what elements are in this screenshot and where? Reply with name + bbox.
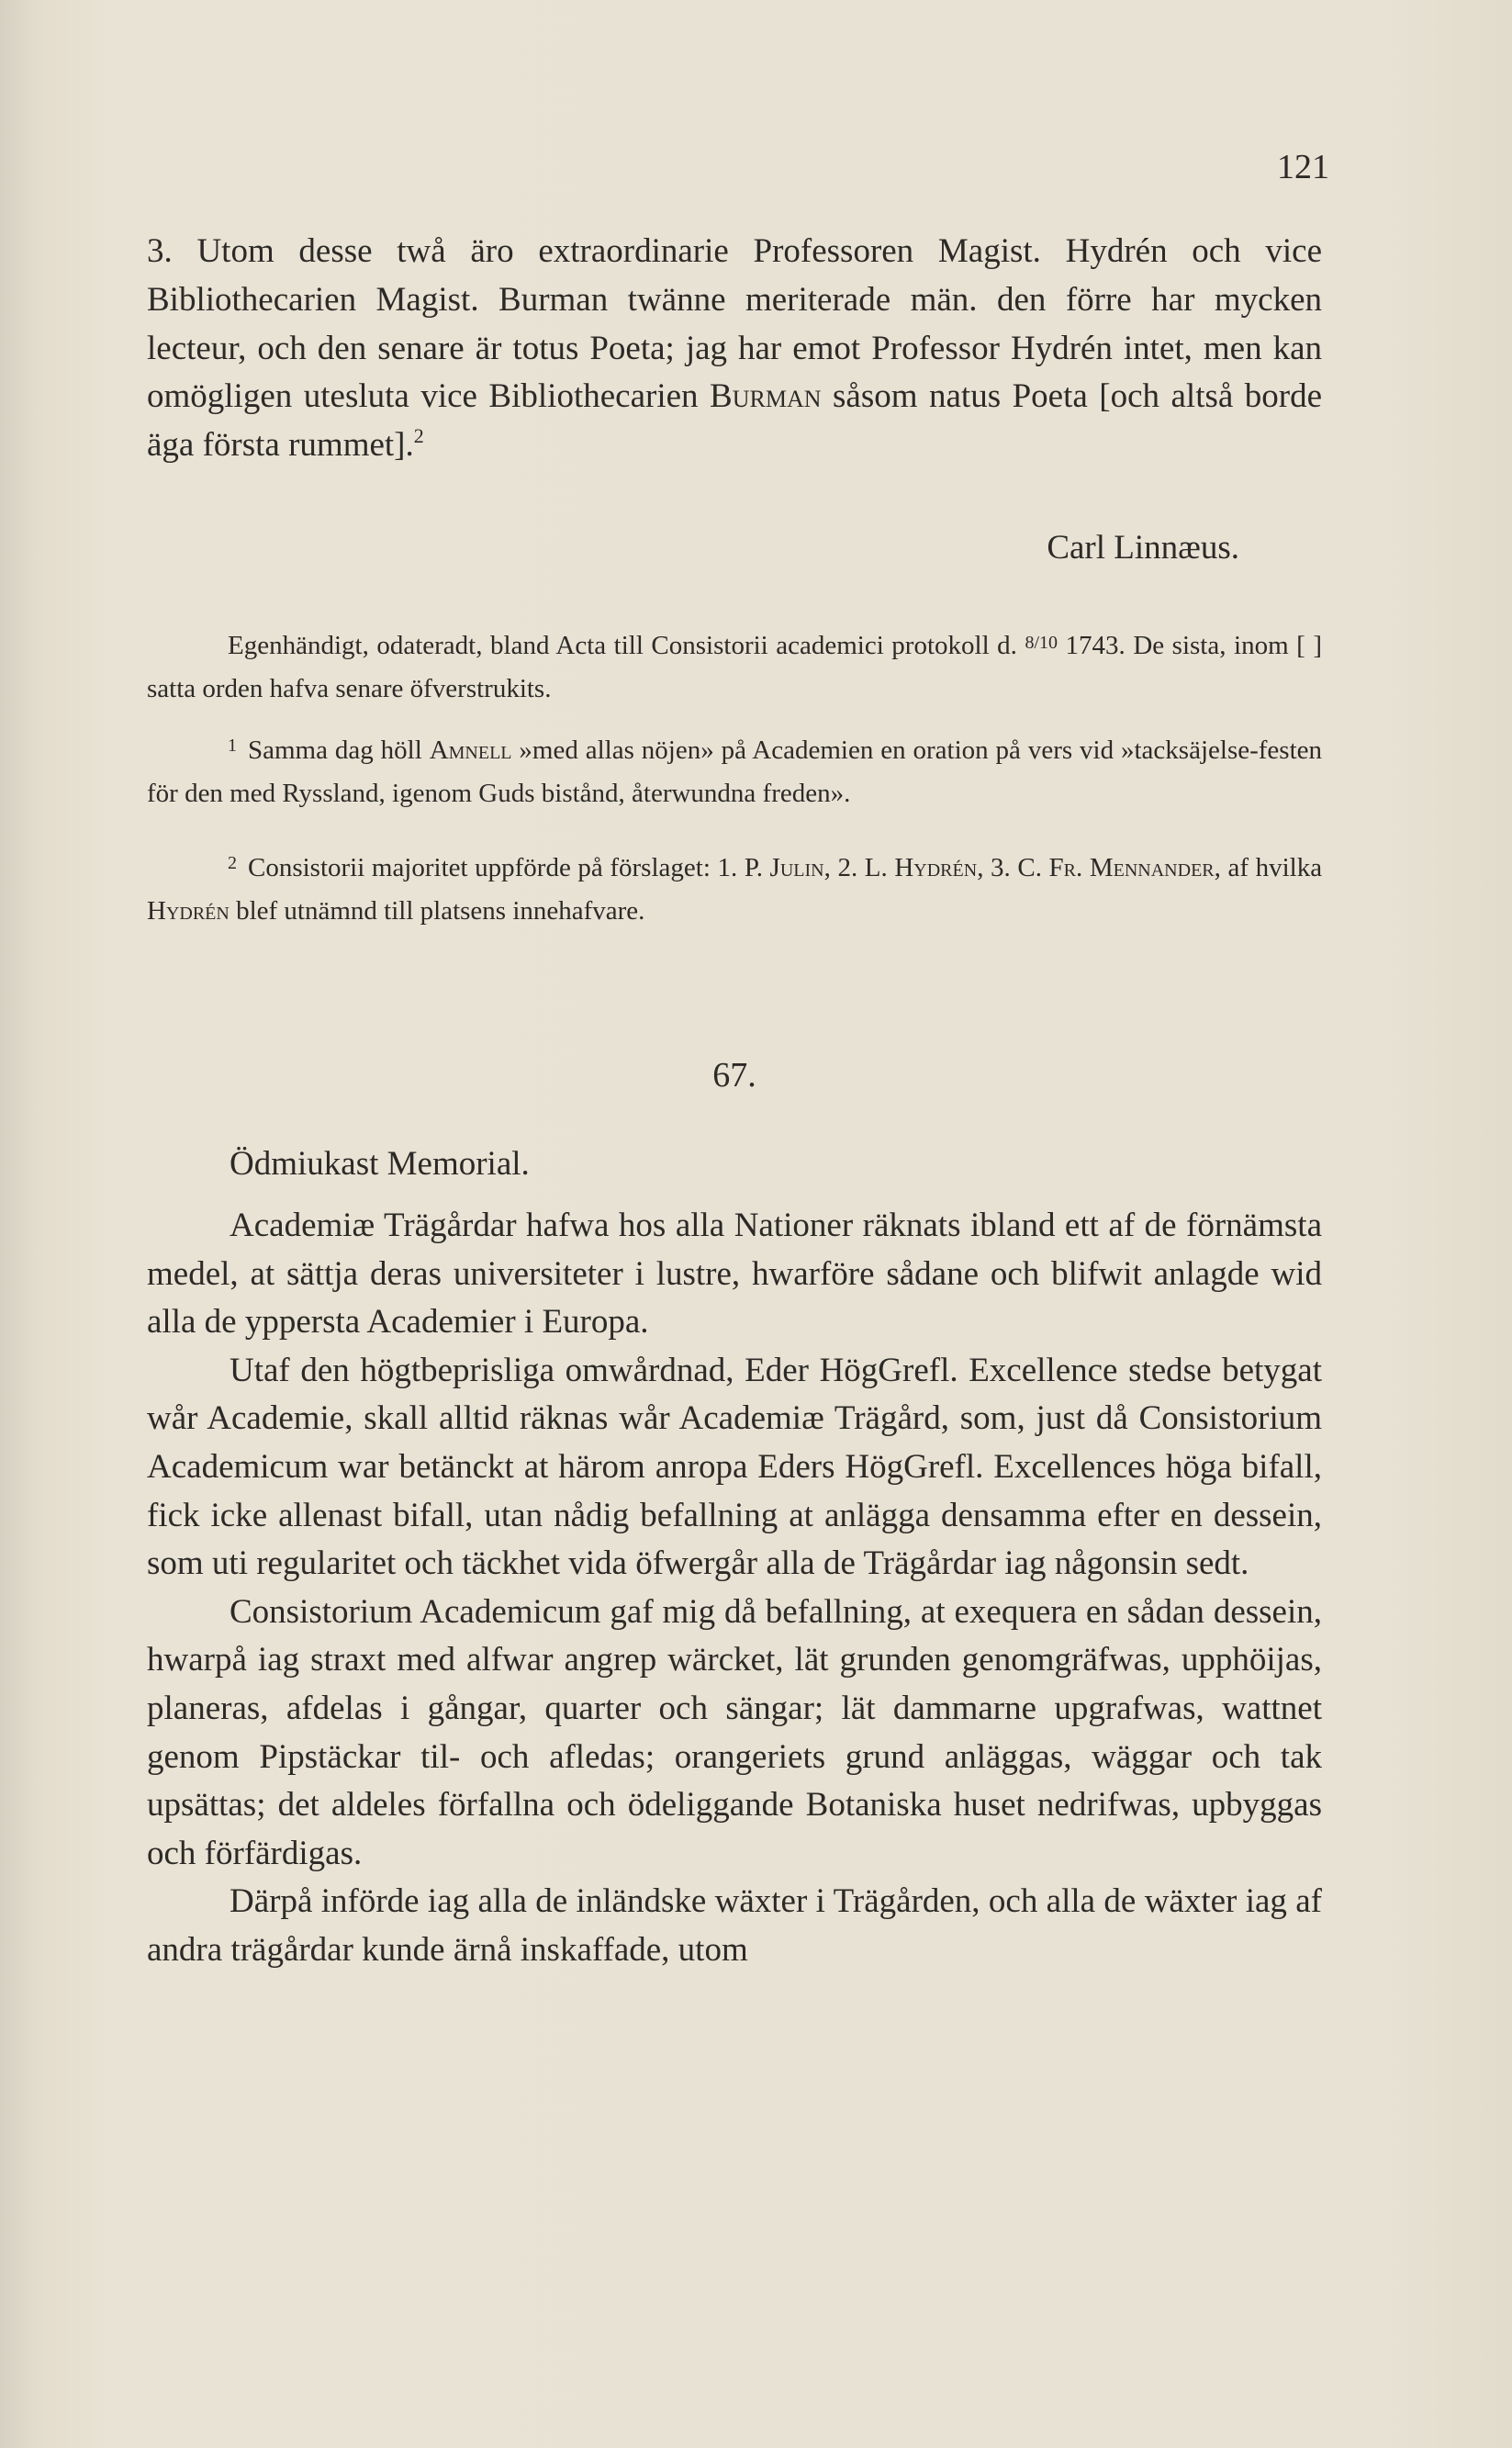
source-note-text-end: 1743. De sista, inom [ ] satta orden hafva senare öfverstrukits. [147, 631, 1322, 703]
footnote-text-end: »med allas nöjen» på Academien en oration på vers vid »tacksäjelse-festen för den med Ryssland, igenom Guds bistånd, återwundna freden». [147, 736, 1323, 808]
name-mennander: C. Fr. Mennander [1017, 853, 1215, 882]
paragraph: Utaf den högtbeprisliga omwårdnad, Eder HögGrefl. Excellence stedse betygat wår Academie, skall alltid räknas wår Academiæ Trägård, som, just då Consistorium Academicum war betänckt at härom anropa Eders HögGrefl. Excellences höga bifall, fick icke allenast bifall, utan nådig befallning at anlägga densamma efter en dessein, som uti regularitet och täckhet vida öfwergår alla de Trägårdar iag någonsin sedt. [147, 1351, 1322, 1583]
date-numerator: 8 [1025, 633, 1035, 653]
name-hydren: Hydrén [147, 895, 230, 926]
letter-item-3 [147, 228, 1322, 470]
document-number: 67. [712, 1056, 756, 1095]
footnote-text: Consistorii majoritet uppförde på förslaget: 1. [248, 853, 738, 882]
document-title: Ödmiukast Memorial. [230, 1145, 530, 1183]
date-denominator: 10 [1039, 633, 1058, 653]
name-julin: P. Julin [744, 853, 824, 882]
paragraph: Consistorium Academicum gaf mig då befallning, at exequera en sådan dessein, hwarpå iag straxt med alfwar angrep wärcket, lät grunden genomgräfwas, upphöijas, planeras, afdelas i gångar, quarter och sängar; lät dammarne upgrafwas, wattnet genom Pipstäckar til- och afledas; orangeriets grund anläggas, wäggar och tak upsättas; det aldeles förfallna och ödeliggande Botaniska huset nedrifwas, upbyggas och förfärdigas. [147, 1592, 1322, 1872]
item-number: 3. [147, 232, 173, 270]
footnote-mark: 2 [228, 853, 237, 873]
paragraph: Academiæ Trägårdar hafwa hos alla Nationer räknats ibland ett af de förnämsta medel, at sättja deras universiteter i lustre, hwarföre sådane och blifwit anlagde wid alla de yppersta Academier i Europa. [147, 1207, 1322, 1342]
footnote-text-end: blef utnämnd till platsens innehafvare. [236, 895, 645, 926]
source-note [147, 622, 1322, 710]
paragraph: Därpå införde iag alla de inländske wäxter i Trägården, och alla de wäxter iag af andra trägårdar kunde ärnå inskaffade, utom [147, 1882, 1322, 1969]
date-fraction: 8/10 [1025, 633, 1058, 653]
footnote-text: , 3. [977, 853, 1011, 882]
footnote-mark: 1 [228, 736, 237, 756]
page-number: 121 [1277, 148, 1329, 186]
letter-text: Utom desse twå äro extraordinarie Professoren Magist. Hydrén och vice Bibliothecarien Magist. Burman twänne meriterade män. den förre har mycken lecteur, och den senare är totus Poeta; jag har emot Professor Hydrén intet, men kan omögligen utesluta vice Bibliothecarien [147, 232, 1323, 416]
footnote-text: Samma dag höll [248, 736, 422, 765]
footnote-2 [147, 842, 1322, 932]
letter-text-end: såsom natus Poeta [och altså borde äga första rummet]. [147, 377, 1323, 465]
footnote-text: , 2. [823, 853, 858, 882]
footnote-1 [147, 724, 1322, 814]
footnote-text: , af hvilka [1214, 853, 1323, 882]
memorial-body [147, 1202, 1322, 1975]
name-burman: Burman [710, 377, 822, 416]
name-amnell: Amnell [429, 736, 512, 765]
signature: Carl Linnæus. [1047, 529, 1239, 567]
footnote-ref-2: 2 [413, 424, 424, 448]
source-note-text: Egenhändigt, odateradt, bland Acta till Consistorii academici protokoll d. [228, 631, 1017, 660]
name-hydren: L. Hydrén [864, 853, 978, 882]
